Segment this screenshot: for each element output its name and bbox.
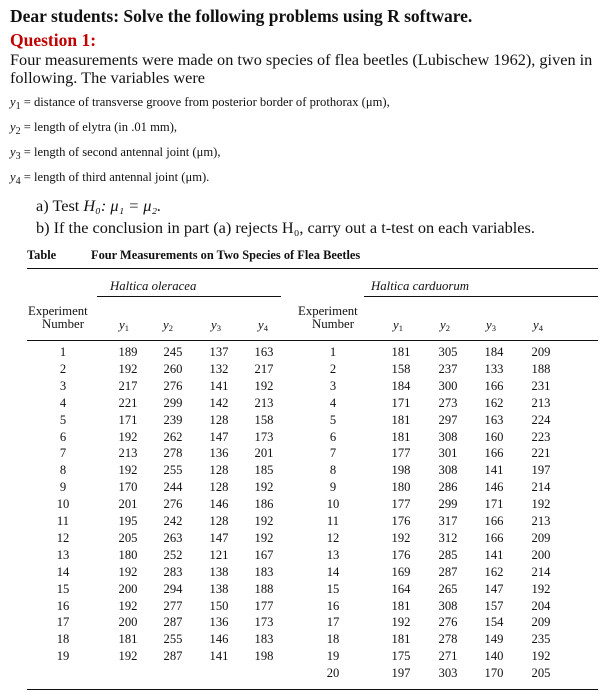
carduorum-y2-value: 300 bbox=[438, 378, 458, 393]
oleracea-y2-value: 276 bbox=[163, 497, 183, 512]
carduorum-y1-value: 176 bbox=[391, 514, 411, 528]
carduorum-y1-value: 175 bbox=[391, 649, 411, 664]
oleracea-y2-value: 255 bbox=[163, 463, 183, 478]
oleracea-y3-value: 146 bbox=[209, 497, 229, 512]
carduorum-y3-value: 166 bbox=[484, 514, 504, 528]
oleracea-y3-value: 138 bbox=[209, 581, 229, 596]
carduorum-y4-value: 214 bbox=[531, 564, 551, 579]
header-y1-left: $y_1$ bbox=[119, 318, 129, 333]
species-oleracea: Haltica oleracea bbox=[110, 279, 197, 293]
oleracea-y1-value: 221 bbox=[118, 395, 138, 410]
page-heading: Dear students: Solve the following problems using R software. bbox=[10, 6, 473, 26]
carduorum-experiment-number: 6 bbox=[329, 429, 337, 444]
carduorum-y3-value: 184 bbox=[484, 345, 504, 359]
species-oleracea-rule bbox=[97, 296, 281, 297]
oleracea-y3-value: 147 bbox=[209, 429, 229, 444]
carduorum-y2-value: 301 bbox=[438, 446, 458, 461]
oleracea-y3-value: 128 bbox=[209, 463, 229, 478]
oleracea-y3-value: 150 bbox=[209, 598, 229, 613]
oleracea-y3-value: 141 bbox=[209, 378, 229, 393]
oleracea-y1-value: 171 bbox=[118, 412, 138, 427]
carduorum-y1-value: 177 bbox=[391, 446, 411, 461]
oleracea-y2-value: 277 bbox=[163, 598, 183, 613]
oleracea-experiment-number: 8 bbox=[59, 463, 67, 478]
carduorum-y1-value: 192 bbox=[391, 615, 411, 630]
oleracea-y1-value: 192 bbox=[118, 429, 138, 444]
carduorum-experiment-number: 20 bbox=[326, 666, 340, 681]
oleracea-y2-value: 276 bbox=[163, 378, 183, 393]
oleracea-y2-value: 244 bbox=[163, 480, 183, 495]
carduorum-y2-value: 308 bbox=[438, 429, 458, 444]
carduorum-y2-value: 317 bbox=[438, 514, 458, 528]
carduorum-y4-value: 214 bbox=[531, 480, 551, 495]
carduorum-y2-value: 305 bbox=[438, 345, 458, 359]
oleracea-y4-value: 185 bbox=[254, 463, 274, 478]
carduorum-y4-value: 209 bbox=[531, 345, 551, 359]
oleracea-y3-value: 146 bbox=[209, 632, 229, 647]
carduorum-y3-value: 146 bbox=[484, 480, 504, 495]
species-carduorum: Haltica carduorum bbox=[371, 279, 469, 293]
carduorum-y3-value: 166 bbox=[484, 530, 504, 545]
oleracea-y4-value: 163 bbox=[254, 345, 274, 359]
oleracea-y2-value: 287 bbox=[163, 649, 183, 664]
header-y4-left: $y_4$ bbox=[258, 318, 268, 333]
oleracea-y1-value: 170 bbox=[118, 480, 138, 495]
oleracea-y4-value: 192 bbox=[254, 530, 274, 545]
variable-y2: $y_2$ = length of elytra (in .01 mm), bbox=[10, 120, 178, 137]
carduorum-y1-value: 181 bbox=[391, 429, 411, 444]
variable-y3: $y_3$ = length of second antennal joint (μm), bbox=[10, 145, 221, 162]
carduorum-y4-value: 221 bbox=[531, 446, 551, 461]
oleracea-experiment-number: 13 bbox=[56, 547, 70, 562]
part-a: a) Test H₀: μ₁ = μ₂. bbox=[36, 196, 162, 215]
carduorum-y1-value: 197 bbox=[391, 666, 411, 681]
oleracea-experiment-number: 1 bbox=[59, 345, 67, 359]
carduorum-y4-value: 200 bbox=[531, 547, 551, 562]
variable-y4: $y_4$ = length of third antennal joint (μm). bbox=[10, 170, 210, 187]
carduorum-experiment-number: 19 bbox=[326, 649, 340, 664]
oleracea-y2-value: 260 bbox=[163, 361, 183, 376]
oleracea-y4-value: 198 bbox=[254, 649, 274, 664]
carduorum-y3-value: 162 bbox=[484, 395, 504, 410]
oleracea-y3-value: 132 bbox=[209, 361, 229, 376]
carduorum-y4-value: 204 bbox=[531, 598, 551, 613]
carduorum-y1-value: 180 bbox=[391, 480, 411, 495]
carduorum-y3-value: 166 bbox=[484, 378, 504, 393]
carduorum-y3-value: 141 bbox=[484, 463, 504, 478]
oleracea-y4-value: 173 bbox=[254, 429, 274, 444]
carduorum-y4-value: 213 bbox=[531, 395, 551, 410]
oleracea-experiment-number: 15 bbox=[56, 581, 70, 596]
carduorum-experiment-number: 8 bbox=[329, 463, 337, 478]
carduorum-y1-value: 171 bbox=[391, 395, 411, 410]
species-carduorum-rule bbox=[364, 296, 598, 297]
oleracea-y3-value: 121 bbox=[209, 547, 229, 562]
carduorum-y3-value: 140 bbox=[484, 649, 504, 664]
oleracea-y1-value: 195 bbox=[118, 514, 138, 528]
carduorum-experiment-number: 11 bbox=[326, 514, 340, 528]
carduorum-y4-value: 235 bbox=[531, 632, 551, 647]
carduorum-y3-value: 171 bbox=[484, 497, 504, 512]
carduorum-y4-value: 197 bbox=[531, 463, 551, 478]
carduorum-y3-value: 160 bbox=[484, 429, 504, 444]
carduorum-y2-value: 276 bbox=[438, 615, 458, 630]
oleracea-experiment-number: 7 bbox=[59, 446, 67, 461]
oleracea-experiment-number: 9 bbox=[59, 480, 67, 495]
carduorum-experiment-number: 15 bbox=[326, 581, 340, 596]
carduorum-experiment-number: 2 bbox=[329, 361, 337, 376]
oleracea-y4-value: 158 bbox=[254, 412, 274, 427]
carduorum-y4-value: 192 bbox=[531, 497, 551, 512]
oleracea-y1-value: 205 bbox=[118, 530, 138, 545]
intro-line-1: Four measurements were made on two species of flea beetles (Lubischew 1962), given in bbox=[10, 50, 593, 69]
oleracea-y2-value: 255 bbox=[163, 632, 183, 647]
header-y2-left: $y_2$ bbox=[163, 318, 173, 333]
intro-paragraph bbox=[10, 51, 606, 87]
oleracea-y3-value: 137 bbox=[209, 345, 229, 359]
carduorum-y2-value: 271 bbox=[438, 649, 458, 664]
oleracea-experiment-number: 12 bbox=[56, 530, 70, 545]
oleracea-y4-value: 192 bbox=[254, 480, 274, 495]
oleracea-y4-value: 183 bbox=[254, 632, 274, 647]
carduorum-y2-value: 237 bbox=[438, 361, 458, 376]
carduorum-y4-value: 213 bbox=[531, 514, 551, 528]
oleracea-y4-value: 173 bbox=[254, 615, 274, 630]
carduorum-y1-value: 181 bbox=[391, 412, 411, 427]
table-caption bbox=[27, 248, 360, 263]
carduorum-y2-value: 285 bbox=[438, 547, 458, 562]
oleracea-experiment-number: 3 bbox=[59, 378, 67, 393]
table-title: Four Measurements on Two Species of Flea Beetles bbox=[91, 248, 361, 262]
carduorum-y1-value: 181 bbox=[391, 598, 411, 613]
oleracea-y4-value: 186 bbox=[254, 497, 274, 512]
header-y3-right: $y_3$ bbox=[486, 318, 496, 333]
oleracea-y2-value: 242 bbox=[163, 514, 183, 528]
oleracea-experiment-number: 14 bbox=[56, 564, 70, 579]
carduorum-y2-value: 299 bbox=[438, 497, 458, 512]
table-top-rule bbox=[27, 268, 598, 269]
carduorum-y4-value: 209 bbox=[531, 530, 551, 545]
oleracea-y3-value: 128 bbox=[209, 412, 229, 427]
oleracea-y4-value: 177 bbox=[254, 598, 274, 613]
carduorum-experiment-number: 18 bbox=[326, 632, 340, 647]
experiment-header-right: Experiment Number bbox=[298, 304, 358, 331]
header-y2-right: $y_2$ bbox=[440, 318, 450, 333]
oleracea-y3-value: 138 bbox=[209, 564, 229, 579]
carduorum-experiment-number: 3 bbox=[329, 378, 337, 393]
oleracea-y3-value: 147 bbox=[209, 530, 229, 545]
question-title: Question 1: bbox=[10, 30, 97, 50]
table-label: Table bbox=[27, 248, 57, 262]
carduorum-experiment-number: 13 bbox=[326, 547, 340, 562]
oleracea-experiment-number: 6 bbox=[59, 429, 67, 444]
carduorum-y1-value: 164 bbox=[391, 581, 411, 596]
carduorum-y1-value: 192 bbox=[391, 530, 411, 545]
carduorum-experiment-number: 14 bbox=[326, 564, 340, 579]
oleracea-experiment-number: 4 bbox=[59, 395, 67, 410]
oleracea-y4-value: 188 bbox=[254, 581, 274, 596]
oleracea-experiment-number: 2 bbox=[59, 361, 67, 376]
oleracea-y4-value: 183 bbox=[254, 564, 274, 579]
experiment-header-left: Experiment Number bbox=[28, 304, 88, 331]
table-bottom-rule bbox=[27, 689, 598, 690]
carduorum-y2-value: 278 bbox=[438, 632, 458, 647]
oleracea-y3-value: 136 bbox=[209, 446, 229, 461]
header-y3-left: $y_3$ bbox=[211, 318, 221, 333]
carduorum-y3-value: 154 bbox=[484, 615, 504, 630]
oleracea-y1-value: 217 bbox=[118, 378, 138, 393]
carduorum-experiment-number: 16 bbox=[326, 598, 340, 613]
carduorum-y1-value: 158 bbox=[391, 361, 411, 376]
carduorum-y3-value: 141 bbox=[484, 547, 504, 562]
intro-line-2: following. The variables were bbox=[10, 68, 206, 87]
carduorum-y3-value: 133 bbox=[484, 361, 504, 376]
carduorum-experiment-number: 17 bbox=[326, 615, 340, 630]
carduorum-y3-value: 166 bbox=[484, 446, 504, 461]
oleracea-experiment-number: 11 bbox=[56, 514, 70, 528]
carduorum-y4-value: 224 bbox=[531, 412, 551, 427]
oleracea-experiment-number: 19 bbox=[56, 649, 70, 664]
carduorum-experiment-number: 12 bbox=[326, 530, 340, 545]
oleracea-experiment-number: 10 bbox=[56, 497, 70, 512]
oleracea-y2-value: 262 bbox=[163, 429, 183, 444]
oleracea-y2-value: 283 bbox=[163, 564, 183, 579]
carduorum-y3-value: 163 bbox=[484, 412, 504, 427]
hypothesis-formula: H₀: μ₁ = μ₂. bbox=[83, 196, 162, 215]
carduorum-y2-value: 312 bbox=[438, 530, 458, 545]
oleracea-experiment-number: 17 bbox=[56, 615, 70, 630]
carduorum-y3-value: 157 bbox=[484, 598, 504, 613]
oleracea-y2-value: 245 bbox=[163, 345, 183, 359]
oleracea-y2-value: 299 bbox=[163, 395, 183, 410]
carduorum-experiment-number: 4 bbox=[329, 395, 337, 410]
oleracea-y2-value: 263 bbox=[163, 530, 183, 545]
carduorum-y3-value: 170 bbox=[484, 666, 504, 681]
oleracea-y3-value: 136 bbox=[209, 615, 229, 630]
oleracea-y1-value: 192 bbox=[118, 564, 138, 579]
carduorum-y1-value: 176 bbox=[391, 547, 411, 562]
carduorum-experiment-number: 9 bbox=[329, 480, 337, 495]
oleracea-experiment-number: 18 bbox=[56, 632, 70, 647]
carduorum-y4-value: 188 bbox=[531, 361, 551, 376]
table-header-rule bbox=[27, 340, 598, 341]
carduorum-experiment-number: 10 bbox=[326, 497, 340, 512]
carduorum-y3-value: 162 bbox=[484, 564, 504, 579]
oleracea-y4-value: 167 bbox=[254, 547, 274, 562]
oleracea-y2-value: 294 bbox=[163, 581, 183, 596]
carduorum-y1-value: 177 bbox=[391, 497, 411, 512]
carduorum-y2-value: 308 bbox=[438, 463, 458, 478]
carduorum-y2-value: 273 bbox=[438, 395, 458, 410]
oleracea-y1-value: 192 bbox=[118, 598, 138, 613]
oleracea-y1-value: 180 bbox=[118, 547, 138, 562]
oleracea-y4-value: 192 bbox=[254, 514, 274, 528]
carduorum-experiment-number: 5 bbox=[329, 412, 337, 427]
oleracea-y3-value: 128 bbox=[209, 480, 229, 495]
oleracea-y2-value: 239 bbox=[163, 412, 183, 427]
carduorum-y2-value: 297 bbox=[438, 412, 458, 427]
carduorum-y4-value: 223 bbox=[531, 429, 551, 444]
carduorum-y4-value: 231 bbox=[531, 378, 551, 393]
carduorum-y2-value: 308 bbox=[438, 598, 458, 613]
oleracea-y1-value: 213 bbox=[118, 446, 138, 461]
oleracea-y1-value: 192 bbox=[118, 463, 138, 478]
oleracea-y2-value: 252 bbox=[163, 547, 183, 562]
carduorum-y1-value: 181 bbox=[391, 345, 411, 359]
carduorum-y2-value: 286 bbox=[438, 480, 458, 495]
oleracea-y3-value: 141 bbox=[209, 649, 229, 664]
carduorum-y2-value: 265 bbox=[438, 581, 458, 596]
oleracea-y2-value: 278 bbox=[163, 446, 183, 461]
oleracea-y1-value: 189 bbox=[118, 345, 138, 359]
carduorum-y1-value: 169 bbox=[391, 564, 411, 579]
carduorum-y2-value: 287 bbox=[438, 564, 458, 579]
oleracea-y4-value: 213 bbox=[254, 395, 274, 410]
header-y1-right: $y_1$ bbox=[393, 318, 403, 333]
oleracea-y3-value: 142 bbox=[209, 395, 229, 410]
oleracea-y2-value: 287 bbox=[163, 615, 183, 630]
carduorum-y4-value: 192 bbox=[531, 581, 551, 596]
carduorum-y3-value: 149 bbox=[484, 632, 504, 647]
oleracea-y1-value: 192 bbox=[118, 361, 138, 376]
carduorum-y1-value: 198 bbox=[391, 463, 411, 478]
oleracea-experiment-number: 5 bbox=[59, 412, 67, 427]
carduorum-y1-value: 181 bbox=[391, 632, 411, 647]
header-y4-right: $y_4$ bbox=[533, 318, 543, 333]
oleracea-y3-value: 128 bbox=[209, 514, 229, 528]
oleracea-experiment-number: 16 bbox=[56, 598, 70, 613]
carduorum-y3-value: 147 bbox=[484, 581, 504, 596]
carduorum-y2-value: 303 bbox=[438, 666, 458, 681]
part-b: b) If the conclusion in part (a) rejects H₀, carry out a t-test on each variables. bbox=[36, 218, 535, 237]
carduorum-y4-value: 192 bbox=[531, 649, 551, 664]
variable-y1: $y_1$ = distance of transverse groove from posterior border of prothorax (μm), bbox=[10, 95, 390, 112]
carduorum-y4-value: 205 bbox=[531, 666, 551, 681]
oleracea-y1-value: 192 bbox=[118, 649, 138, 664]
carduorum-y1-value: 184 bbox=[391, 378, 411, 393]
oleracea-y4-value: 192 bbox=[254, 378, 274, 393]
oleracea-y1-value: 200 bbox=[118, 615, 138, 630]
oleracea-y1-value: 200 bbox=[118, 581, 138, 596]
oleracea-y4-value: 217 bbox=[254, 361, 274, 376]
oleracea-y1-value: 201 bbox=[118, 497, 138, 512]
oleracea-y1-value: 181 bbox=[118, 632, 138, 647]
carduorum-y4-value: 209 bbox=[531, 615, 551, 630]
oleracea-y4-value: 201 bbox=[254, 446, 274, 461]
carduorum-experiment-number: 1 bbox=[329, 345, 337, 359]
carduorum-experiment-number: 7 bbox=[329, 446, 337, 461]
